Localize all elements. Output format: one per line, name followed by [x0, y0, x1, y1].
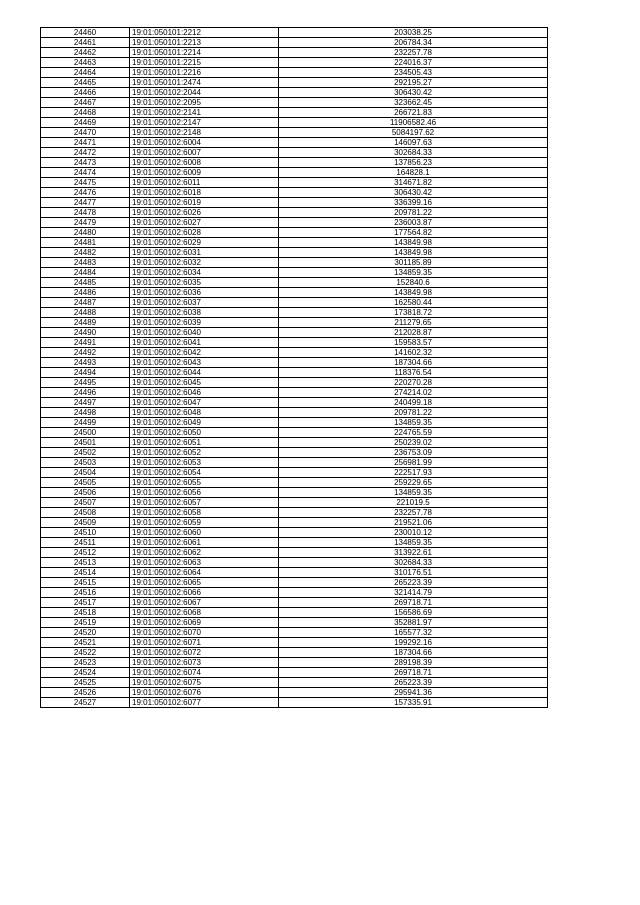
- row-number-cell: 24473: [41, 158, 130, 168]
- table-row: [41, 358, 548, 368]
- table-row: [41, 138, 548, 148]
- table-row: [41, 78, 548, 88]
- cadastral-value-cell: 187304.66: [279, 648, 548, 658]
- cadastral-number-cell: 19:01:050102:6077: [130, 698, 279, 708]
- cadastral-number-cell: 19:01:050102:6064: [130, 568, 279, 578]
- cadastral-number-cell: 19:01:050102:6043: [130, 358, 279, 368]
- row-number-cell: 24466: [41, 88, 130, 98]
- table-row: [41, 658, 548, 668]
- row-number-cell: 24488: [41, 308, 130, 318]
- row-number-cell: 24464: [41, 68, 130, 78]
- row-number-cell: 24477: [41, 198, 130, 208]
- row-number-cell: 24480: [41, 228, 130, 238]
- table-row: [41, 648, 548, 658]
- table-row: [41, 278, 548, 288]
- table-row: [41, 668, 548, 678]
- cadastral-number-cell: 19:01:050102:6009: [130, 168, 279, 178]
- row-number-cell: 24507: [41, 498, 130, 508]
- cadastral-value-cell: 209781.22: [279, 208, 548, 218]
- row-number-cell: 24523: [41, 658, 130, 668]
- table-row: [41, 148, 548, 158]
- table-row: [41, 48, 548, 58]
- table-row: [41, 108, 548, 118]
- table-row: [41, 348, 548, 358]
- row-number-cell: 24493: [41, 358, 130, 368]
- cadastral-value-cell: 212028.87: [279, 328, 548, 338]
- table-row: [41, 378, 548, 388]
- cadastral-value-cell: 302684.33: [279, 148, 548, 158]
- row-number-cell: 24491: [41, 338, 130, 348]
- table-row: [41, 588, 548, 598]
- row-number-cell: 24504: [41, 468, 130, 478]
- table-row: [41, 628, 548, 638]
- cadastral-number-cell: 19:01:050101:2213: [130, 38, 279, 48]
- cadastral-number-cell: 19:01:050101:2212: [130, 28, 279, 38]
- table-row: [41, 508, 548, 518]
- cadastral-value-cell: 5084197.62: [279, 128, 548, 138]
- cadastral-value-table: [40, 27, 548, 708]
- cadastral-value-cell: 165577.32: [279, 628, 548, 638]
- row-number-cell: 24522: [41, 648, 130, 658]
- table-row: [41, 228, 548, 238]
- cadastral-number-cell: 19:01:050102:6068: [130, 608, 279, 618]
- cadastral-number-cell: 19:01:050102:6051: [130, 438, 279, 448]
- cadastral-value-cell: 274214.02: [279, 388, 548, 398]
- table-row: [41, 468, 548, 478]
- row-number-cell: 24487: [41, 298, 130, 308]
- cadastral-number-cell: 19:01:050102:6070: [130, 628, 279, 638]
- row-number-cell: 24514: [41, 568, 130, 578]
- cadastral-value-cell: 310176.51: [279, 568, 548, 578]
- row-number-cell: 24511: [41, 538, 130, 548]
- cadastral-number-cell: 19:01:050102:6052: [130, 448, 279, 458]
- table-row: [41, 128, 548, 138]
- cadastral-value-cell: 314671.82: [279, 178, 548, 188]
- cadastral-number-cell: 19:01:050101:2214: [130, 48, 279, 58]
- cadastral-number-cell: 19:01:050102:6061: [130, 538, 279, 548]
- cadastral-value-cell: 134859.35: [279, 488, 548, 498]
- cadastral-value-cell: 232257.78: [279, 48, 548, 58]
- cadastral-number-cell: 19:01:050102:2044: [130, 88, 279, 98]
- row-number-cell: 24512: [41, 548, 130, 558]
- cadastral-number-cell: 19:01:050102:6044: [130, 368, 279, 378]
- row-number-cell: 24521: [41, 638, 130, 648]
- table-row: [41, 678, 548, 688]
- table-row: [41, 258, 548, 268]
- row-number-cell: 24470: [41, 128, 130, 138]
- row-number-cell: 24508: [41, 508, 130, 518]
- cadastral-number-cell: 19:01:050102:6040: [130, 328, 279, 338]
- table-row: [41, 548, 548, 558]
- row-number-cell: 24465: [41, 78, 130, 88]
- cadastral-number-cell: 19:01:050102:6036: [130, 288, 279, 298]
- cadastral-value-cell: 301185.89: [279, 258, 548, 268]
- table-row: [41, 478, 548, 488]
- row-number-cell: 24482: [41, 248, 130, 258]
- cadastral-number-cell: 19:01:050102:6046: [130, 388, 279, 398]
- row-number-cell: 24520: [41, 628, 130, 638]
- row-number-cell: 24519: [41, 618, 130, 628]
- cadastral-value-cell: 143849.98: [279, 248, 548, 258]
- table-row: [41, 38, 548, 48]
- table-row: [41, 98, 548, 108]
- cadastral-value-cell: 156586.69: [279, 608, 548, 618]
- cadastral-number-cell: 19:01:050102:6054: [130, 468, 279, 478]
- cadastral-value-cell: 234505.43: [279, 68, 548, 78]
- table-row: [41, 498, 548, 508]
- cadastral-number-cell: 19:01:050102:6055: [130, 478, 279, 488]
- row-number-cell: 24497: [41, 398, 130, 408]
- table-row: [41, 118, 548, 128]
- cadastral-value-cell: 157335.91: [279, 698, 548, 708]
- row-number-cell: 24501: [41, 438, 130, 448]
- table-row: [41, 418, 548, 428]
- table-row: [41, 28, 548, 38]
- row-number-cell: 24524: [41, 668, 130, 678]
- row-number-cell: 24494: [41, 368, 130, 378]
- cadastral-number-cell: 19:01:050102:6069: [130, 618, 279, 628]
- cadastral-number-cell: 19:01:050102:6038: [130, 308, 279, 318]
- row-number-cell: 24498: [41, 408, 130, 418]
- cadastral-number-cell: 19:01:050102:6008: [130, 158, 279, 168]
- cadastral-value-cell: 259229.65: [279, 478, 548, 488]
- table-row: [41, 618, 548, 628]
- table-row: [41, 488, 548, 498]
- table-row: [41, 388, 548, 398]
- table-row: [41, 208, 548, 218]
- row-number-cell: 24481: [41, 238, 130, 248]
- cadastral-number-cell: 19:01:050102:6076: [130, 688, 279, 698]
- cadastral-number-cell: 19:01:050102:6057: [130, 498, 279, 508]
- row-number-cell: 24515: [41, 578, 130, 588]
- cadastral-number-cell: 19:01:050102:6065: [130, 578, 279, 588]
- cadastral-value-cell: 162580.44: [279, 298, 548, 308]
- table-row: [41, 178, 548, 188]
- cadastral-number-cell: 19:01:050102:6004: [130, 138, 279, 148]
- table-row: [41, 198, 548, 208]
- row-number-cell: 24500: [41, 428, 130, 438]
- cadastral-value-cell: 143849.98: [279, 288, 548, 298]
- cadastral-number-cell: 19:01:050102:6066: [130, 588, 279, 598]
- cadastral-value-cell: 352881.97: [279, 618, 548, 628]
- cadastral-value-cell: 292195.27: [279, 78, 548, 88]
- cadastral-value-cell: 250239.02: [279, 438, 548, 448]
- cadastral-value-cell: 143849.98: [279, 238, 548, 248]
- table-row: [41, 528, 548, 538]
- cadastral-value-cell: 336399.16: [279, 198, 548, 208]
- row-number-cell: 24474: [41, 168, 130, 178]
- table-row: [41, 458, 548, 468]
- cadastral-value-cell: 256981.99: [279, 458, 548, 468]
- table-row: [41, 448, 548, 458]
- cadastral-number-cell: 19:01:050102:6035: [130, 278, 279, 288]
- cadastral-value-cell: 134859.35: [279, 268, 548, 278]
- cadastral-value-cell: 164828.1: [279, 168, 548, 178]
- row-number-cell: 24503: [41, 458, 130, 468]
- cadastral-number-cell: 19:01:050102:6026: [130, 208, 279, 218]
- row-number-cell: 24472: [41, 148, 130, 158]
- row-number-cell: 24462: [41, 48, 130, 58]
- cadastral-value-cell: 221019.5: [279, 498, 548, 508]
- row-number-cell: 24476: [41, 188, 130, 198]
- cadastral-value-cell: 306430.42: [279, 88, 548, 98]
- cadastral-value-cell: 224765.59: [279, 428, 548, 438]
- row-number-cell: 24468: [41, 108, 130, 118]
- table-row: [41, 328, 548, 338]
- row-number-cell: 24461: [41, 38, 130, 48]
- cadastral-value-cell: 224016.37: [279, 58, 548, 68]
- cadastral-value-cell: 222517.93: [279, 468, 548, 478]
- cadastral-number-cell: 19:01:050101:2215: [130, 58, 279, 68]
- cadastral-value-cell: 269718.71: [279, 668, 548, 678]
- cadastral-number-cell: 19:01:050102:6027: [130, 218, 279, 228]
- row-number-cell: 24518: [41, 608, 130, 618]
- row-number-cell: 24527: [41, 698, 130, 708]
- cadastral-value-cell: 146097.63: [279, 138, 548, 148]
- table-row: [41, 428, 548, 438]
- row-number-cell: 24478: [41, 208, 130, 218]
- row-number-cell: 24490: [41, 328, 130, 338]
- table-row: [41, 688, 548, 698]
- cadastral-value-cell: 137856.23: [279, 158, 548, 168]
- row-number-cell: 24469: [41, 118, 130, 128]
- row-number-cell: 24485: [41, 278, 130, 288]
- cadastral-value-cell: 11906582.46: [279, 118, 548, 128]
- row-number-cell: 24460: [41, 28, 130, 38]
- row-number-cell: 24479: [41, 218, 130, 228]
- table-row: [41, 298, 548, 308]
- table-row: [41, 598, 548, 608]
- cadastral-value-cell: 203038.25: [279, 28, 548, 38]
- cadastral-value-cell: 302684.33: [279, 558, 548, 568]
- table-row: [41, 398, 548, 408]
- cadastral-value-cell: 219521.06: [279, 518, 548, 528]
- cadastral-number-cell: 19:01:050102:6067: [130, 598, 279, 608]
- cadastral-number-cell: 19:01:050102:6053: [130, 458, 279, 468]
- row-number-cell: 24517: [41, 598, 130, 608]
- table-row: [41, 188, 548, 198]
- table-body: [41, 28, 548, 708]
- table-row: [41, 88, 548, 98]
- row-number-cell: 24505: [41, 478, 130, 488]
- cadastral-value-cell: 269718.71: [279, 598, 548, 608]
- table-row: [41, 368, 548, 378]
- cadastral-number-cell: 19:01:050102:6028: [130, 228, 279, 238]
- row-number-cell: 24463: [41, 58, 130, 68]
- cadastral-number-cell: 19:01:050102:6072: [130, 648, 279, 658]
- cadastral-number-cell: 19:01:050102:2095: [130, 98, 279, 108]
- table-row: [41, 538, 548, 548]
- table-row: [41, 308, 548, 318]
- cadastral-number-cell: 19:01:050102:6056: [130, 488, 279, 498]
- row-number-cell: 24506: [41, 488, 130, 498]
- cadastral-value-cell: 323662.45: [279, 98, 548, 108]
- row-number-cell: 24502: [41, 448, 130, 458]
- table-row: [41, 268, 548, 278]
- cadastral-value-cell: 265223.39: [279, 678, 548, 688]
- cadastral-number-cell: 19:01:050102:6050: [130, 428, 279, 438]
- table-row: [41, 518, 548, 528]
- table-row: [41, 608, 548, 618]
- cadastral-number-cell: 19:01:050102:6075: [130, 678, 279, 688]
- cadastral-number-cell: 19:01:050102:6071: [130, 638, 279, 648]
- cadastral-number-cell: 19:01:050102:2141: [130, 108, 279, 118]
- table-row: [41, 168, 548, 178]
- cadastral-number-cell: 19:01:050102:6074: [130, 668, 279, 678]
- cadastral-value-cell: 289198.39: [279, 658, 548, 668]
- table-row: [41, 248, 548, 258]
- table-row: [41, 158, 548, 168]
- cadastral-number-cell: 19:01:050102:6039: [130, 318, 279, 328]
- cadastral-number-cell: 19:01:050102:6062: [130, 548, 279, 558]
- table-row: [41, 438, 548, 448]
- cadastral-number-cell: 19:01:050102:6041: [130, 338, 279, 348]
- cadastral-number-cell: 19:01:050102:6034: [130, 268, 279, 278]
- cadastral-value-cell: 177564.82: [279, 228, 548, 238]
- row-number-cell: 24484: [41, 268, 130, 278]
- cadastral-value-cell: 236003.87: [279, 218, 548, 228]
- cadastral-value-cell: 118376.54: [279, 368, 548, 378]
- row-number-cell: 24475: [41, 178, 130, 188]
- table-row: [41, 238, 548, 248]
- row-number-cell: 24467: [41, 98, 130, 108]
- cadastral-value-cell: 141602.32: [279, 348, 548, 358]
- cadastral-value-cell: 206784.34: [279, 38, 548, 48]
- cadastral-value-cell: 321414.79: [279, 588, 548, 598]
- table-row: [41, 338, 548, 348]
- cadastral-number-cell: 19:01:050102:6049: [130, 418, 279, 428]
- row-number-cell: 24489: [41, 318, 130, 328]
- cadastral-number-cell: 19:01:050102:6048: [130, 408, 279, 418]
- row-number-cell: 24496: [41, 388, 130, 398]
- table-row: [41, 568, 548, 578]
- row-number-cell: 24510: [41, 528, 130, 538]
- cadastral-value-cell: 266721.83: [279, 108, 548, 118]
- row-number-cell: 24492: [41, 348, 130, 358]
- cadastral-number-cell: 19:01:050102:6063: [130, 558, 279, 568]
- cadastral-value-cell: 152840.6: [279, 278, 548, 288]
- table-row: [41, 558, 548, 568]
- cadastral-value-cell: 295941.36: [279, 688, 548, 698]
- cadastral-number-cell: 19:01:050102:6007: [130, 148, 279, 158]
- cadastral-value-cell: 134859.35: [279, 538, 548, 548]
- table-row: [41, 698, 548, 708]
- table-row: [41, 218, 548, 228]
- cadastral-value-cell: 232257.78: [279, 508, 548, 518]
- row-number-cell: 24483: [41, 258, 130, 268]
- cadastral-value-cell: 220270.28: [279, 378, 548, 388]
- cadastral-value-cell: 236753.09: [279, 448, 548, 458]
- cadastral-value-cell: 240499.18: [279, 398, 548, 408]
- table-row: [41, 318, 548, 328]
- cadastral-number-cell: 19:01:050101:2216: [130, 68, 279, 78]
- cadastral-value-cell: 173818.72: [279, 308, 548, 318]
- cadastral-number-cell: 19:01:050101:2474: [130, 78, 279, 88]
- cadastral-number-cell: 19:01:050102:6032: [130, 258, 279, 268]
- cadastral-number-cell: 19:01:050102:6018: [130, 188, 279, 198]
- cadastral-value-cell: 211279.65: [279, 318, 548, 328]
- cadastral-number-cell: 19:01:050102:6047: [130, 398, 279, 408]
- cadastral-number-cell: 19:01:050102:6037: [130, 298, 279, 308]
- table-row: [41, 638, 548, 648]
- cadastral-value-cell: 230010.12: [279, 528, 548, 538]
- cadastral-number-cell: 19:01:050102:6059: [130, 518, 279, 528]
- cadastral-number-cell: 19:01:050102:6019: [130, 198, 279, 208]
- cadastral-number-cell: 19:01:050102:6073: [130, 658, 279, 668]
- cadastral-number-cell: 19:01:050102:6011: [130, 178, 279, 188]
- cadastral-number-cell: 19:01:050102:6058: [130, 508, 279, 518]
- cadastral-value-cell: 265223.39: [279, 578, 548, 588]
- table-row: [41, 288, 548, 298]
- cadastral-number-cell: 19:01:050102:6031: [130, 248, 279, 258]
- row-number-cell: 24486: [41, 288, 130, 298]
- cadastral-value-cell: 159583.57: [279, 338, 548, 348]
- table-row: [41, 578, 548, 588]
- cadastral-value-cell: 306430.42: [279, 188, 548, 198]
- cadastral-value-cell: 209781.22: [279, 408, 548, 418]
- cadastral-number-cell: 19:01:050102:6060: [130, 528, 279, 538]
- cadastral-value-cell: 313922.61: [279, 548, 548, 558]
- row-number-cell: 24516: [41, 588, 130, 598]
- cadastral-number-cell: 19:01:050102:6029: [130, 238, 279, 248]
- table-row: [41, 68, 548, 78]
- row-number-cell: 24499: [41, 418, 130, 428]
- row-number-cell: 24471: [41, 138, 130, 148]
- table-row: [41, 58, 548, 68]
- cadastral-number-cell: 19:01:050102:6045: [130, 378, 279, 388]
- cadastral-value-cell: 187304.66: [279, 358, 548, 368]
- cadastral-value-cell: 134859.35: [279, 418, 548, 428]
- row-number-cell: 24525: [41, 678, 130, 688]
- row-number-cell: 24495: [41, 378, 130, 388]
- row-number-cell: 24509: [41, 518, 130, 528]
- cadastral-number-cell: 19:01:050102:6042: [130, 348, 279, 358]
- table-row: [41, 408, 548, 418]
- cadastral-value-cell: 199292.16: [279, 638, 548, 648]
- cadastral-number-cell: 19:01:050102:2147: [130, 118, 279, 128]
- cadastral-number-cell: 19:01:050102:2148: [130, 128, 279, 138]
- row-number-cell: 24513: [41, 558, 130, 568]
- row-number-cell: 24526: [41, 688, 130, 698]
